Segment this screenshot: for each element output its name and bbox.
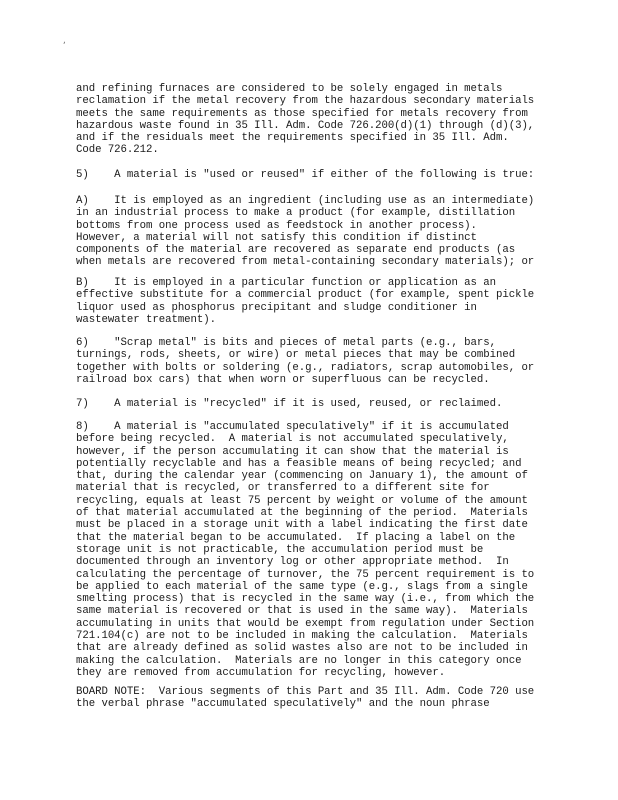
paragraph-metals-reclamation: and refining furnaces are considered to be solely engaged in metals reclamation if the metal recovery from the hazardous secondary materials meets the same requirements as those specified for metals recovery from hazardous waste found in 35 Ill. Adm. Code 726.200(d)(1) through (d)(3), and if the residuals meet the requirements specified in 35 Ill. Adm. Code 726.212.	[76, 83, 535, 157]
margin-mark: ,	[62, 36, 67, 45]
paragraph-substitute: B) It is employed in a particular function or application as an effective substitute for a commercial product (for example, spent pickle liquor used as phosphorus precipitant and sludge conditioner in wastewater treatment).	[76, 277, 535, 326]
paragraph-scrap-metal: 6) "Scrap metal" is bits and pieces of metal parts (e.g., bars, turnings, rods, sheets, or wire) or metal pieces that may be combined together with bolts or soldering (e.g., radiators, scrap automobiles, or railroad box cars) that when worn or superfluous can be recycled.	[76, 337, 535, 386]
paragraph-accumulated-speculatively: 8) A material is "accumulated speculatively" if it is accumulated before being recycled. A material is not accumulated speculatively, however, if the person accumulating it can show that the material is potentially recyclable and has a feasible means of being recycled; and that, during the calendar year (commencing on January 1), the amount of material that is recycled, or transferred to a different site for recycling, equals at least 75 percent by weight or volume of the amount of that material accumulated at the beginning of the period. Materials must be placed in a storage unit with a label indicating the first date that the material began to be accumulated. If placing a label on the storage unit is not practicable, the accumulation period must be documented through an inventory log or other appropriate method. In calculating the percentage of turnover, the 75 percent requirement is to be applied to each material of the same type (e.g., slags from a single smelting process) that is recycled in the same way (i.e., from which the same material is recovered or that is used in the same way). Materials accumulating in units that would be exempt from regulation under Section 721.104(c) are not to be included in making the calculation. Materials that are already defined as solid wastes also are not to be included in making the calculation. Materials are no longer in this category once they are removed from accumulation for recycling, however.	[76, 421, 535, 679]
paragraph-board-note: BOARD NOTE: Various segments of this Part and 35 Ill. Adm. Code 720 use the verbal phrase "accumulated speculatively" and the noun phrase	[76, 686, 535, 711]
paragraph-recycled: 7) A material is "recycled" if it is used, reused, or reclaimed.	[76, 398, 503, 410]
paragraph-ingredient: A) It is employed as an ingredient (including use as an intermediate) in an industrial process to make a product (for example, distillation bottoms from one process used as feedstock in another process). However, a material will not satisfy this condition if distinct components of the material are recovered as separate end products (as when metals are recovered from metal-containing secondary materials); or	[76, 195, 535, 269]
paragraph-used-or-reused: 5) A material is "used or reused" if either of the following is true:	[76, 169, 535, 181]
